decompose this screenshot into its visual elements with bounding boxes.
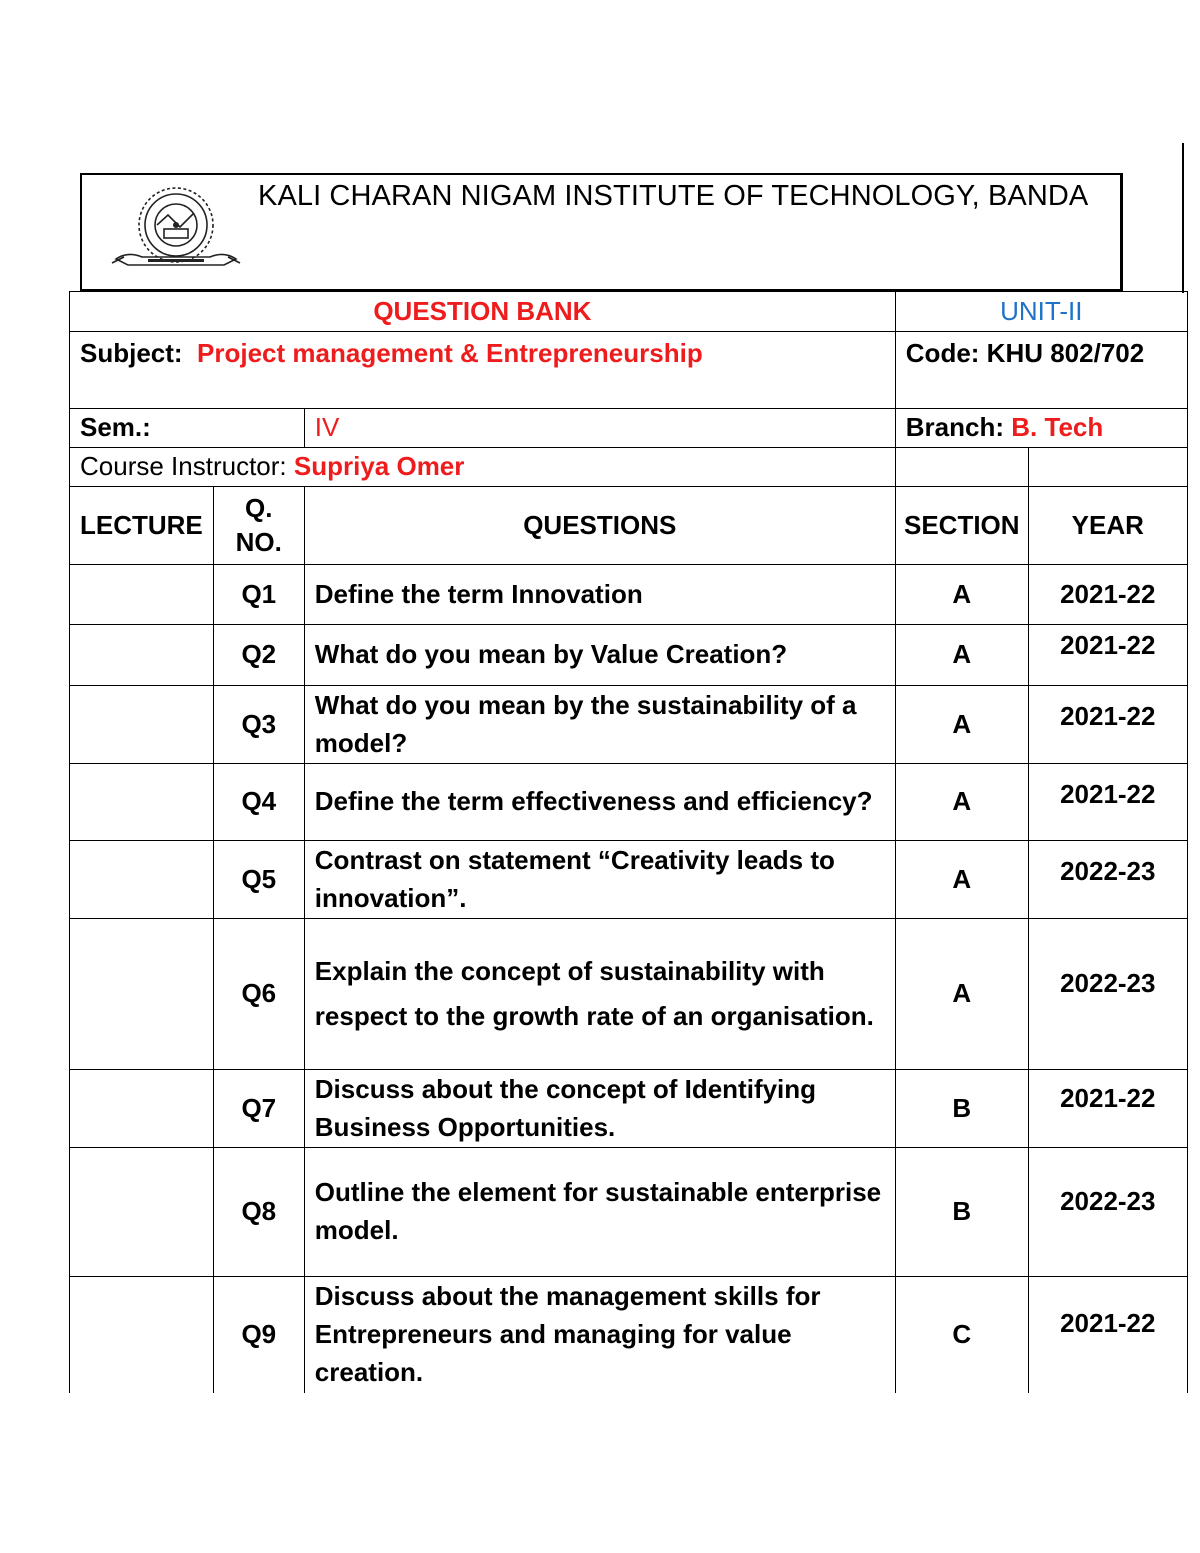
question-row [70,625,1188,686]
question-text: What do you mean by the sustainability of a model? [304,686,895,764]
title-row [70,292,1188,332]
institute-name: KALI CHARAN NIGAM INSTITUTE OF TECHNOLOGY, BANDA [258,180,1089,212]
qno-cell: Q7 [213,1070,304,1148]
qno-cell: Q8 [213,1148,304,1277]
unit-label: UNIT-II [895,292,1187,332]
qno-cell: Q9 [213,1277,304,1393]
institute-seal-icon [108,185,244,275]
instructor-row [70,448,1188,487]
question-row [70,1148,1188,1277]
question-row [70,919,1188,1070]
page-title: QUESTION BANK [70,292,896,332]
sem-value: IV [304,409,895,448]
branch-cell [895,409,1187,448]
question-text: Define the term effectiveness and efficiency? [304,764,895,841]
question-text: Define the term Innovation [304,565,895,625]
section-cell: C [895,1277,1028,1393]
section-cell: A [895,841,1028,919]
subject-row [70,332,1188,409]
header-qno: Q. NO. [213,487,304,565]
lecture-cell [70,1070,214,1148]
qno-cell: Q5 [213,841,304,919]
question-row [70,565,1188,625]
question-text: Contrast on statement “Creativity leads to innovation”. [304,841,895,919]
header-lecture: LECTURE [70,487,214,565]
branch-label: Branch: [905,412,1005,443]
header-section: SECTION [895,487,1028,565]
section-cell: A [895,625,1028,686]
question-text: Discuss about the concept of Identifying Business Opportunities. [304,1070,895,1148]
year-cell: 2021-22 [1028,1277,1187,1393]
question-text: Discuss about the management skills for Entrepreneurs and managing for value creation. [304,1277,895,1393]
question-row [70,841,1188,919]
question-text: Explain the concept of sustainability with respect to the growth rate of an organisation. [304,919,895,1070]
page-edge-line [1182,143,1184,293]
question-text: Outline the element for sustainable enterprise model. [304,1148,895,1277]
lecture-cell [70,1148,214,1277]
empty-cell [1028,448,1187,487]
question-row [70,764,1188,841]
qno-cell: Q2 [213,625,304,686]
section-cell: B [895,1148,1028,1277]
lecture-cell [70,919,214,1070]
qno-cell: Q3 [213,686,304,764]
section-cell: A [895,565,1028,625]
question-bank-table [69,291,1188,1393]
sem-label: Sem.: [70,409,305,448]
year-cell: 2022-23 [1028,919,1187,1070]
question-row [70,1070,1188,1148]
year-cell: 2021-22 [1028,625,1187,686]
column-header-row [70,487,1188,565]
branch-value: B. Tech [1011,412,1104,443]
sem-row [70,409,1188,448]
lecture-cell [70,1277,214,1393]
header-questions: QUESTIONS [304,487,895,565]
lecture-cell [70,565,214,625]
year-cell: 2021-22 [1028,686,1187,764]
subject-value: Project management & Entrepreneurship [197,338,703,368]
question-text: What do you mean by Value Creation? [304,625,895,686]
empty-cell [895,448,1028,487]
question-row [70,1277,1188,1393]
section-cell: B [895,1070,1028,1148]
lecture-cell [70,625,214,686]
lecture-cell [70,764,214,841]
header-year: YEAR [1028,487,1187,565]
lecture-cell [70,686,214,764]
qno-cell: Q6 [213,919,304,1070]
section-cell: A [895,686,1028,764]
section-cell: A [895,764,1028,841]
qno-cell: Q1 [213,565,304,625]
question-row [70,686,1188,764]
instructor-label: Course Instructor: [80,451,287,482]
year-cell: 2021-22 [1028,764,1187,841]
year-cell: 2022-23 [1028,1148,1187,1277]
subject-label: Subject: [80,338,183,368]
course-code: Code: KHU 802/702 [895,332,1187,409]
instructor-cell [70,448,896,487]
qno-cell: Q4 [213,764,304,841]
year-cell: 2021-22 [1028,565,1187,625]
section-cell: A [895,919,1028,1070]
year-cell: 2022-23 [1028,841,1187,919]
subject-cell [70,332,896,409]
instructor-value: Supriya Omer [293,451,465,482]
lecture-cell [70,841,214,919]
year-cell: 2021-22 [1028,1070,1187,1148]
